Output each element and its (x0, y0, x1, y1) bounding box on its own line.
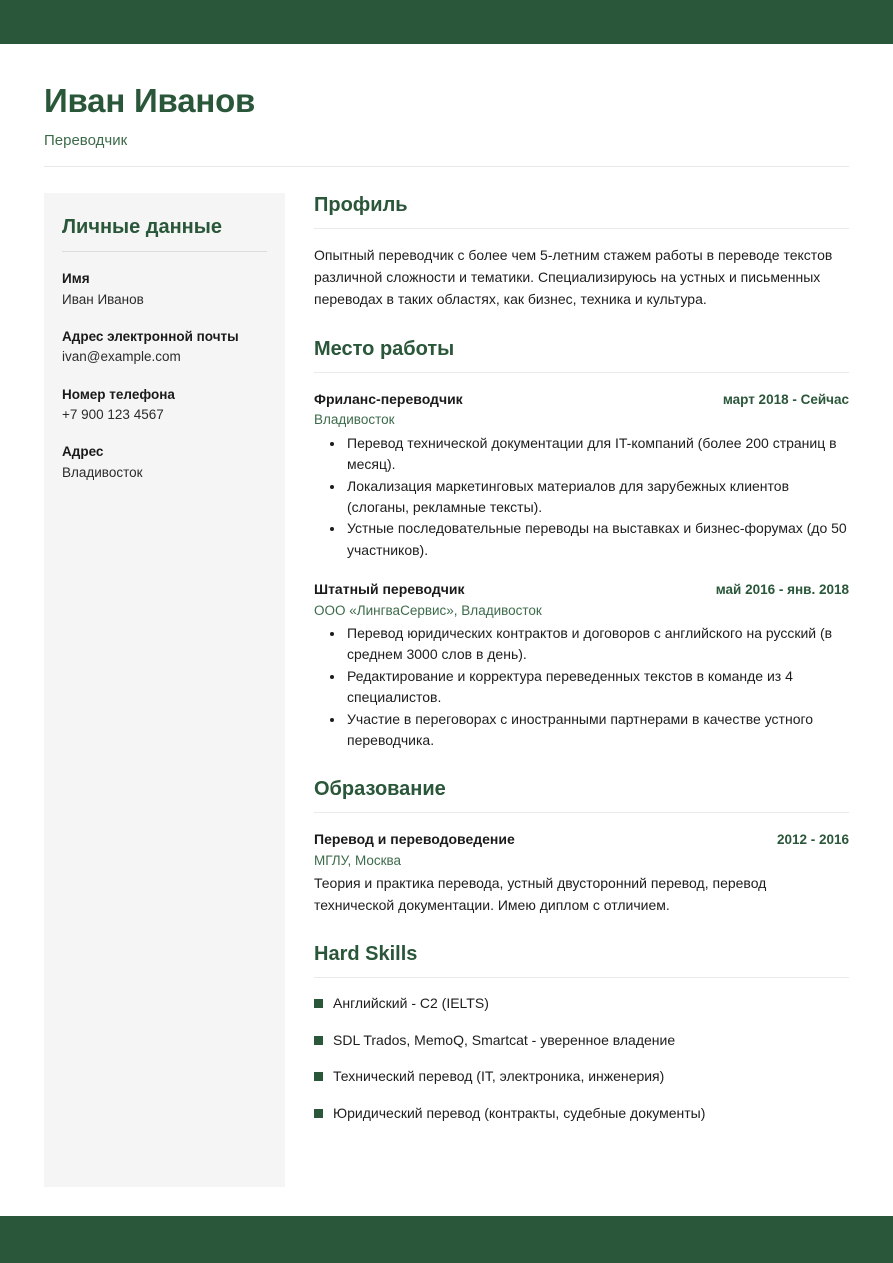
spacer (314, 311, 849, 337)
profile-text: Опытный переводчик с более чем 5-летним стажем работы в переводе текстов различной сложности и тематики. Специализируюсь на устных и письменных переводах в таких областях, как бизнес, техника и культура. (314, 247, 833, 307)
top-accent-bar (0, 0, 893, 44)
spacer (314, 916, 849, 942)
resume-body (44, 193, 849, 1187)
field-phone (62, 385, 267, 426)
list-item: • Устные последовательные переводы на выставках и бизнес-форумах (до 50 участников). (345, 518, 849, 561)
bottom-accent-bar (0, 1216, 893, 1263)
spacer (314, 751, 849, 777)
list-item (314, 994, 849, 1014)
list-item: • Перевод юридических контрактов и договоров с английского на русский (в среднем 3000 слов в день). (345, 623, 849, 666)
square-bullet-icon (314, 1072, 323, 1081)
list-item: • Локализация маркетинговых материалов для зарубежных клиентов (слоганы, рекламные тексты). (345, 476, 849, 519)
experience-entry (314, 579, 849, 751)
main-content (285, 193, 849, 1123)
page-title: Иван Иванов (44, 82, 256, 119)
section-skills (314, 942, 849, 1123)
sidebar-title: Личные данные (62, 216, 222, 238)
entry-header (314, 389, 849, 410)
field-label: Адрес (62, 444, 104, 460)
list-item (314, 1031, 849, 1051)
education-institution: МГЛУ, Москва (314, 852, 402, 868)
field-name (62, 269, 267, 310)
list-item: • Редактирование и корректура переведенных текстов в команде из 4 специалистов. (345, 666, 849, 709)
entry-header (314, 829, 849, 850)
section-title-experience: Место работы (314, 337, 455, 360)
square-bullet-icon (314, 999, 323, 1008)
section-experience (314, 337, 849, 752)
field-address (62, 442, 267, 483)
square-bullet-icon (314, 1109, 323, 1118)
list-item (314, 1067, 849, 1087)
list-item (314, 1104, 849, 1124)
field-value: Иван Иванов (62, 291, 144, 307)
skill-label: Юридический перевод (контракты, судебные документы) (333, 1104, 706, 1121)
entry-date: май 2016 - янв. 2018 (715, 582, 849, 598)
education-entry (314, 829, 849, 916)
entry-date: март 2018 - Сейчас (722, 391, 849, 407)
entry-date: 2012 - 2016 (776, 832, 849, 848)
entry-role: Фриланс-переводчик (314, 390, 463, 407)
entry-role: Штатный переводчик (314, 581, 465, 598)
square-bullet-icon (314, 1036, 323, 1045)
sidebar-personal-data (44, 193, 285, 1187)
entry-bullet-list (314, 623, 849, 751)
section-title-education: Образование (314, 778, 446, 801)
resume-header (44, 44, 849, 167)
entry-organization: ООО «ЛингваСервис», Владивосток (314, 602, 542, 618)
experience-entry (314, 389, 849, 561)
entry-header (314, 579, 849, 600)
section-title-skills: Hard Skills (314, 943, 418, 966)
field-value: +7 900 123 4567 (62, 407, 164, 423)
entry-organization: Владивосток (314, 412, 395, 428)
field-label: Имя (62, 271, 90, 286)
skill-label: Технический перевод (IT, электроника, инженерия) (333, 1068, 665, 1085)
education-program: Перевод и переводоведение (314, 831, 515, 848)
sidebar-divider (62, 251, 267, 252)
field-value: ivan@example.com (62, 349, 181, 365)
field-email (62, 327, 267, 368)
field-value: Владивосток (62, 465, 143, 480)
field-label: Номер телефона (62, 386, 175, 402)
header-divider (44, 166, 849, 167)
entry-bullet-list (314, 433, 849, 561)
section-profile (314, 193, 849, 311)
skills-list (314, 994, 849, 1123)
field-label: Адрес электронной почты (62, 328, 239, 344)
education-description: Теория и практика перевода, устный двусторонний перевод, перевод технической документации. Имею диплом с отличием. (314, 875, 767, 913)
job-title-subtitle: Переводчик (44, 131, 128, 149)
skill-label: Английский - C2 (IELTS) (333, 995, 489, 1012)
section-title-profile: Профиль (314, 194, 408, 216)
skill-label: SDL Trados, MemoQ, Smartcat - уверенное владение (333, 1031, 676, 1048)
section-education (314, 777, 849, 916)
list-item: • Перевод технической документации для IT-компаний (более 200 страниц в месяц). (345, 433, 849, 476)
list-item: • Участие в переговорах с иностранными партнерами в качестве устного переводчика. (345, 709, 849, 752)
